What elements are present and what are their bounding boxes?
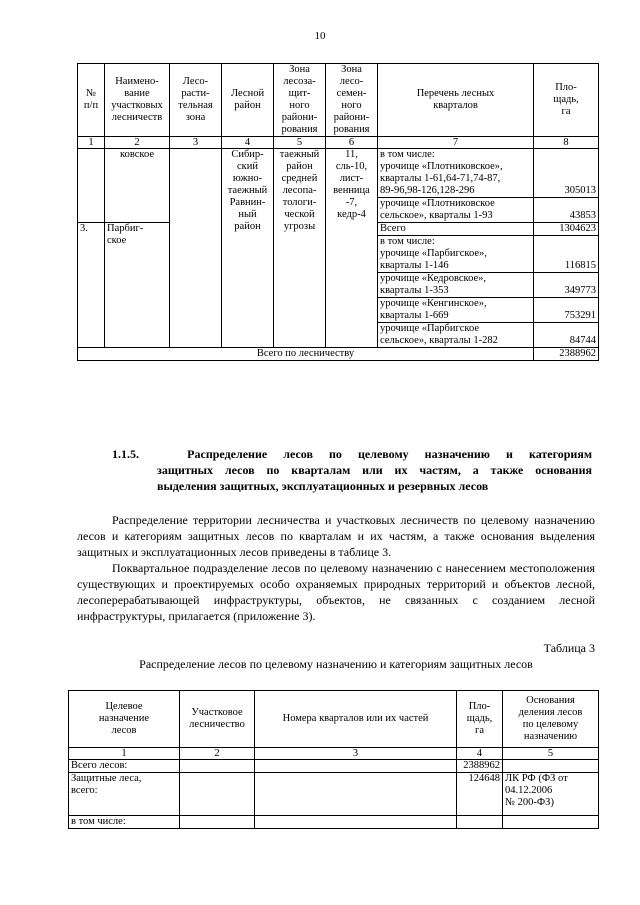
forest-region-cell [222,149,274,348]
column-number: 2 [105,137,170,149]
block-total-label: Всего [378,223,534,236]
header-forest-region [222,64,274,137]
district-name-continued: ковское [105,149,170,223]
header-block-list [378,64,534,137]
district-cell [180,773,255,816]
text-line: ское [107,235,127,246]
text-line: кедр-4 [337,209,366,220]
text-line: кварталы 1-146 [380,260,449,271]
area-cell: 124648 [457,773,503,816]
text-line: ский [237,161,258,172]
block-list-cell [378,298,534,323]
column-number: 8 [534,137,599,149]
text-line: урочище «Кенгинское», [380,298,487,309]
text-line: га [475,725,484,736]
column-number-row [69,748,599,760]
header-district [105,64,170,137]
text-line: Зона [289,64,310,75]
grand-total-row [78,348,599,361]
forest-blocks-table [77,63,599,361]
district-cell [180,760,255,773]
block-list-cell [378,149,534,198]
table-row [69,773,599,816]
text-line: урочище «Плотниковское [380,198,495,209]
text-line: урочище «Плотниковское», [380,161,503,172]
protection-zone-cell [274,149,326,348]
section-title-line: Распределение лесов по целевому назначению и категориям [187,447,593,461]
purpose-cell [69,760,180,773]
header-basis [503,691,599,748]
text-line: райони- [281,112,318,123]
text-line: угрозы [283,221,316,232]
table-title: Распределение лесов по целевому назначению и категориям защитных лесов [139,657,533,671]
text-line: ческой [284,209,315,220]
area-cell: 1304623 [534,223,599,236]
text-line: средней [281,173,318,184]
column-number: 7 [378,137,534,149]
block-list-cell [378,198,534,223]
text-line: Зона [341,64,362,75]
area-cell: 753291 [534,298,599,323]
section-title-line: выделения защитных, эксплуатационных и резервных лесов [157,479,489,493]
body-paragraph: Распределение территории лесничества и участковых лесничеств по целевому назначению лесов и категориям защитных лесов по кварталам и их частям, а также основания выделения защитных и эксплуатационных лесов приведены в таблице 3. [77,513,595,559]
text-line: Основания [526,695,575,706]
text-line: всего: [71,785,98,796]
header-district [180,691,255,748]
text-line: рования [333,124,370,135]
text-line: лесов [111,725,137,736]
header-seed-zone [326,64,378,137]
area-cell: 43853 [534,198,599,223]
text-line: семен- [336,88,367,99]
blocks-cell [255,760,457,773]
text-line: 89-96,98-126,128-296 [380,185,475,196]
area-cell [457,816,503,829]
text-line: кварталы 1-61,64-71,74-87, [380,173,501,184]
text-line: лесо- [339,76,364,87]
table-header-row [69,691,599,748]
text-line: в том числе: [71,816,126,827]
text-line: сельское», кварталы 1-282 [380,335,498,346]
text-line: Целевое [105,701,143,712]
text-line: щадь, [553,94,579,105]
block-list-cell [378,236,534,273]
text-line: южно- [232,173,263,184]
section-heading [112,446,592,494]
text-line: по целевому [522,719,579,730]
header-area [457,691,503,748]
text-line: деления лесов [518,707,583,718]
forest-purpose-table [68,690,599,829]
grand-total-area: 2388962 [534,348,599,361]
column-number: 1 [69,748,180,760]
growth-zone-cell [170,149,222,348]
text-line: Перечень лесных [416,88,495,99]
text-line: -7, [345,197,358,208]
basis-cell [503,760,599,773]
text-line: тологи- [282,197,317,208]
district-name [105,223,170,348]
column-number: 4 [222,137,274,149]
text-line: щадь, [466,713,493,724]
text-line: урочище «Парбигское [380,323,480,334]
text-line: га [561,106,571,117]
seed-zone-cell [326,149,378,348]
body-paragraph: Поквартальное подразделение лесов по целевому назначению с нанесением местоположения существующих и проектируемых особо охраняемых природных территорий и объектов лесной, лесоперерабатывающей инфраструктуры, объектов, не связанных с созданием лесной инфраструктуры, прилагается (приложение 3). [77,561,595,623]
table-row [78,149,599,198]
block-list-cell [378,273,534,298]
text-line: Сибир- [231,149,264,160]
blocks-cell [255,816,457,829]
purpose-cell [69,773,180,816]
column-number: 3 [170,137,222,149]
text-line: Лесо- [182,76,209,87]
text-line: ного [289,100,310,111]
column-number: 1 [78,137,105,149]
grand-total-label: Всего по лесничеству [78,348,534,361]
header-number [78,64,105,137]
header-area [534,64,599,137]
page-number: 10 [314,30,326,42]
table-row [69,816,599,829]
column-number-row [78,137,599,149]
text-line: № [85,88,97,99]
text-line: в том числе: [380,236,435,247]
text-line: лист- [339,173,364,184]
text-line: лесоза- [283,76,316,87]
column-number: 5 [503,748,599,760]
purpose-cell [69,816,180,829]
text-line: кварталы 1-669 [380,310,449,321]
text-line: тельная [178,100,213,111]
column-number: 5 [274,137,326,149]
area-cell: 116815 [534,236,599,273]
text-line: щит- [288,88,311,99]
text-line: таежный [227,185,268,196]
text-line: район [286,161,313,172]
column-number: 6 [326,137,378,149]
text-line: Защитные леса, [71,773,142,784]
text-line: Лесной [230,88,265,99]
text-line: вание [124,88,150,99]
text-line: зона [185,112,206,123]
block-list-cell [378,323,534,348]
header-blocks: Номера кварталов или их частей [255,691,457,748]
text-line: расти- [181,88,210,99]
text-line: район [234,100,261,111]
text-line: Пло- [555,82,577,93]
text-line: 04.12.2006 [505,785,553,796]
area-cell: 305013 [534,149,599,198]
header-purpose [69,691,180,748]
text-line: кварталов [433,100,478,111]
text-line: ного [341,100,362,111]
basis-cell [503,773,599,816]
text-line: район [234,221,261,232]
section-number: 1.1.5. [112,447,139,461]
text-line: Наимено- [115,76,159,87]
text-line: Равнин- [229,197,266,208]
text-line: 11, [345,149,358,160]
text-line: Пло- [468,701,491,712]
text-line: Участковое [191,707,243,718]
row-number-cell [78,149,105,223]
column-number: 4 [457,748,503,760]
table-header-row [78,64,599,137]
text-line: урочище «Кедровское», [380,273,487,284]
district-cell [180,816,255,829]
text-line: райони- [333,112,370,123]
text-line: урочище «Парбигское», [380,248,487,259]
header-protection-zone [274,64,326,137]
text-line: венница [333,185,370,196]
text-line: назначение [98,713,150,724]
area-cell: 84744 [534,323,599,348]
area-cell: 2388962 [457,760,503,773]
text-line: ный [238,209,257,220]
text-line: кварталы 1-353 [380,285,449,296]
text-line: лесничеств [111,112,163,123]
text-line: назначению [523,731,578,742]
section-title-line: защитных лесов по кварталам или их частям, а также основания [157,463,592,477]
column-number: 3 [255,748,457,760]
text-line: таежный [279,149,320,160]
table-label: Таблица 3 [543,641,595,655]
text-line: лесничество [189,719,245,730]
table-row [69,760,599,773]
text-line: Всего лесов: [71,760,128,771]
area-cell: 349773 [534,273,599,298]
column-number: 2 [180,748,255,760]
basis-cell [503,816,599,829]
text-line: № 200-ФЗ) [505,797,554,808]
header-growth-zone [170,64,222,137]
text-line: Парбиг- [107,223,144,234]
text-line: сль-10, [335,161,368,172]
blocks-cell [255,773,457,816]
text-line: ЛК РФ (ФЗ от [505,773,568,784]
row-number-cell: 3. [78,223,105,348]
text-line: сельское», кварталы 1-93 [380,210,493,221]
text-line: участковых [111,100,163,111]
text-line: в том числе: [380,149,435,160]
text-line: рования [281,124,318,135]
text-line: п/п [83,100,99,111]
text-line: лесопа- [282,185,317,196]
